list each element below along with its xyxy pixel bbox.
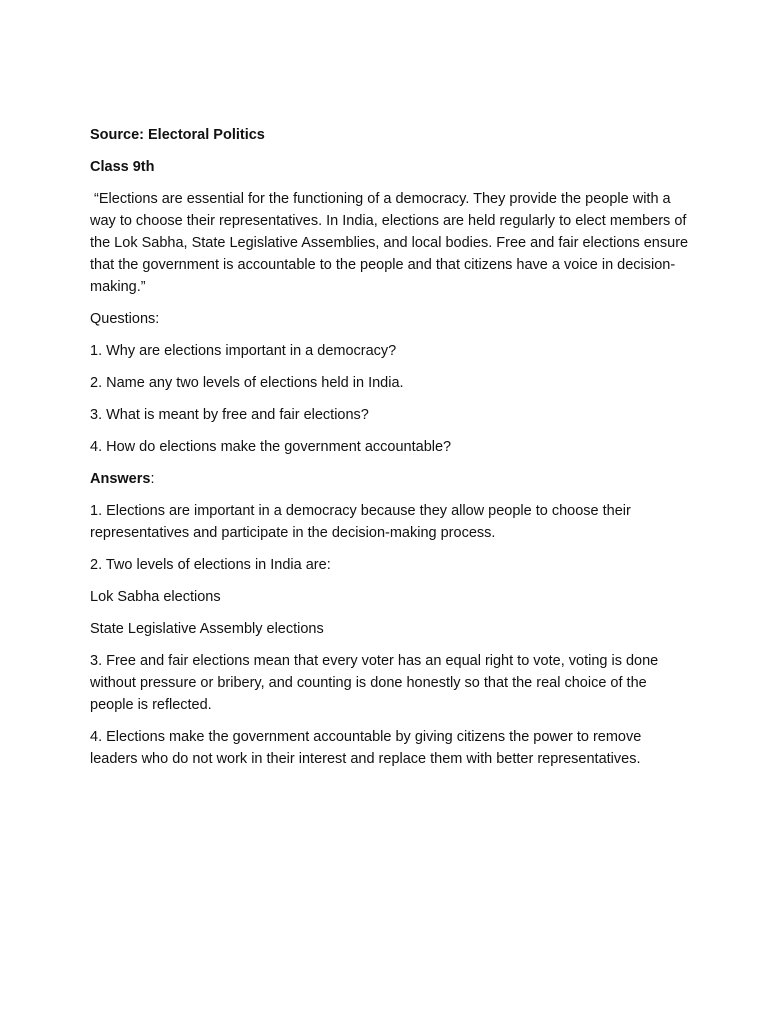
- document-page: [90, 124, 693, 780]
- answer-2-item-2: State Legislative Assembly elections: [90, 621, 324, 637]
- question-2: 2. Name any two levels of elections held in India.: [90, 375, 404, 391]
- answer-1: 1. Elections are important in a democracy because they allow people to choose their representatives and participate in the decision-making process.: [90, 503, 631, 541]
- question-1: 1. Why are elections important in a democracy?: [90, 343, 397, 359]
- question-4: 4. How do elections make the government accountable?: [90, 439, 452, 455]
- answers-heading: Answers: [90, 471, 151, 487]
- answers-heading-line: [90, 468, 690, 490]
- answers-heading-colon: :: [150, 471, 155, 487]
- question-3: 3. What is meant by free and fair elections?: [90, 407, 369, 423]
- answer-2-item-1: Lok Sabha elections: [90, 589, 221, 605]
- class-label: Class 9th: [90, 159, 155, 175]
- answer-4: 4. Elections make the government accountable by giving citizens the power to remove leaders who do not work in their interest and replace them with better representatives.: [90, 729, 642, 767]
- answer-2: 2. Two levels of elections in India are:: [90, 557, 331, 573]
- passage-text: “Elections are essential for the functioning of a democracy. They provide the people with a way to choose their representatives. In India, elections are held regularly to elect members of the Lok Sabha, State Legislative Assemblies, and local bodies. Free and fair elections ensure that the government is accountable to the people and that citizens have a voice in decision-making.”: [90, 191, 693, 295]
- source-line: Source: Electoral Politics: [90, 127, 265, 143]
- questions-heading: Questions:: [90, 311, 160, 327]
- answer-3: 3. Free and fair elections mean that every voter has an equal right to vote, voting is done without pressure or bribery, and counting is done honestly so that the real choice of the people is reflected.: [90, 653, 659, 713]
